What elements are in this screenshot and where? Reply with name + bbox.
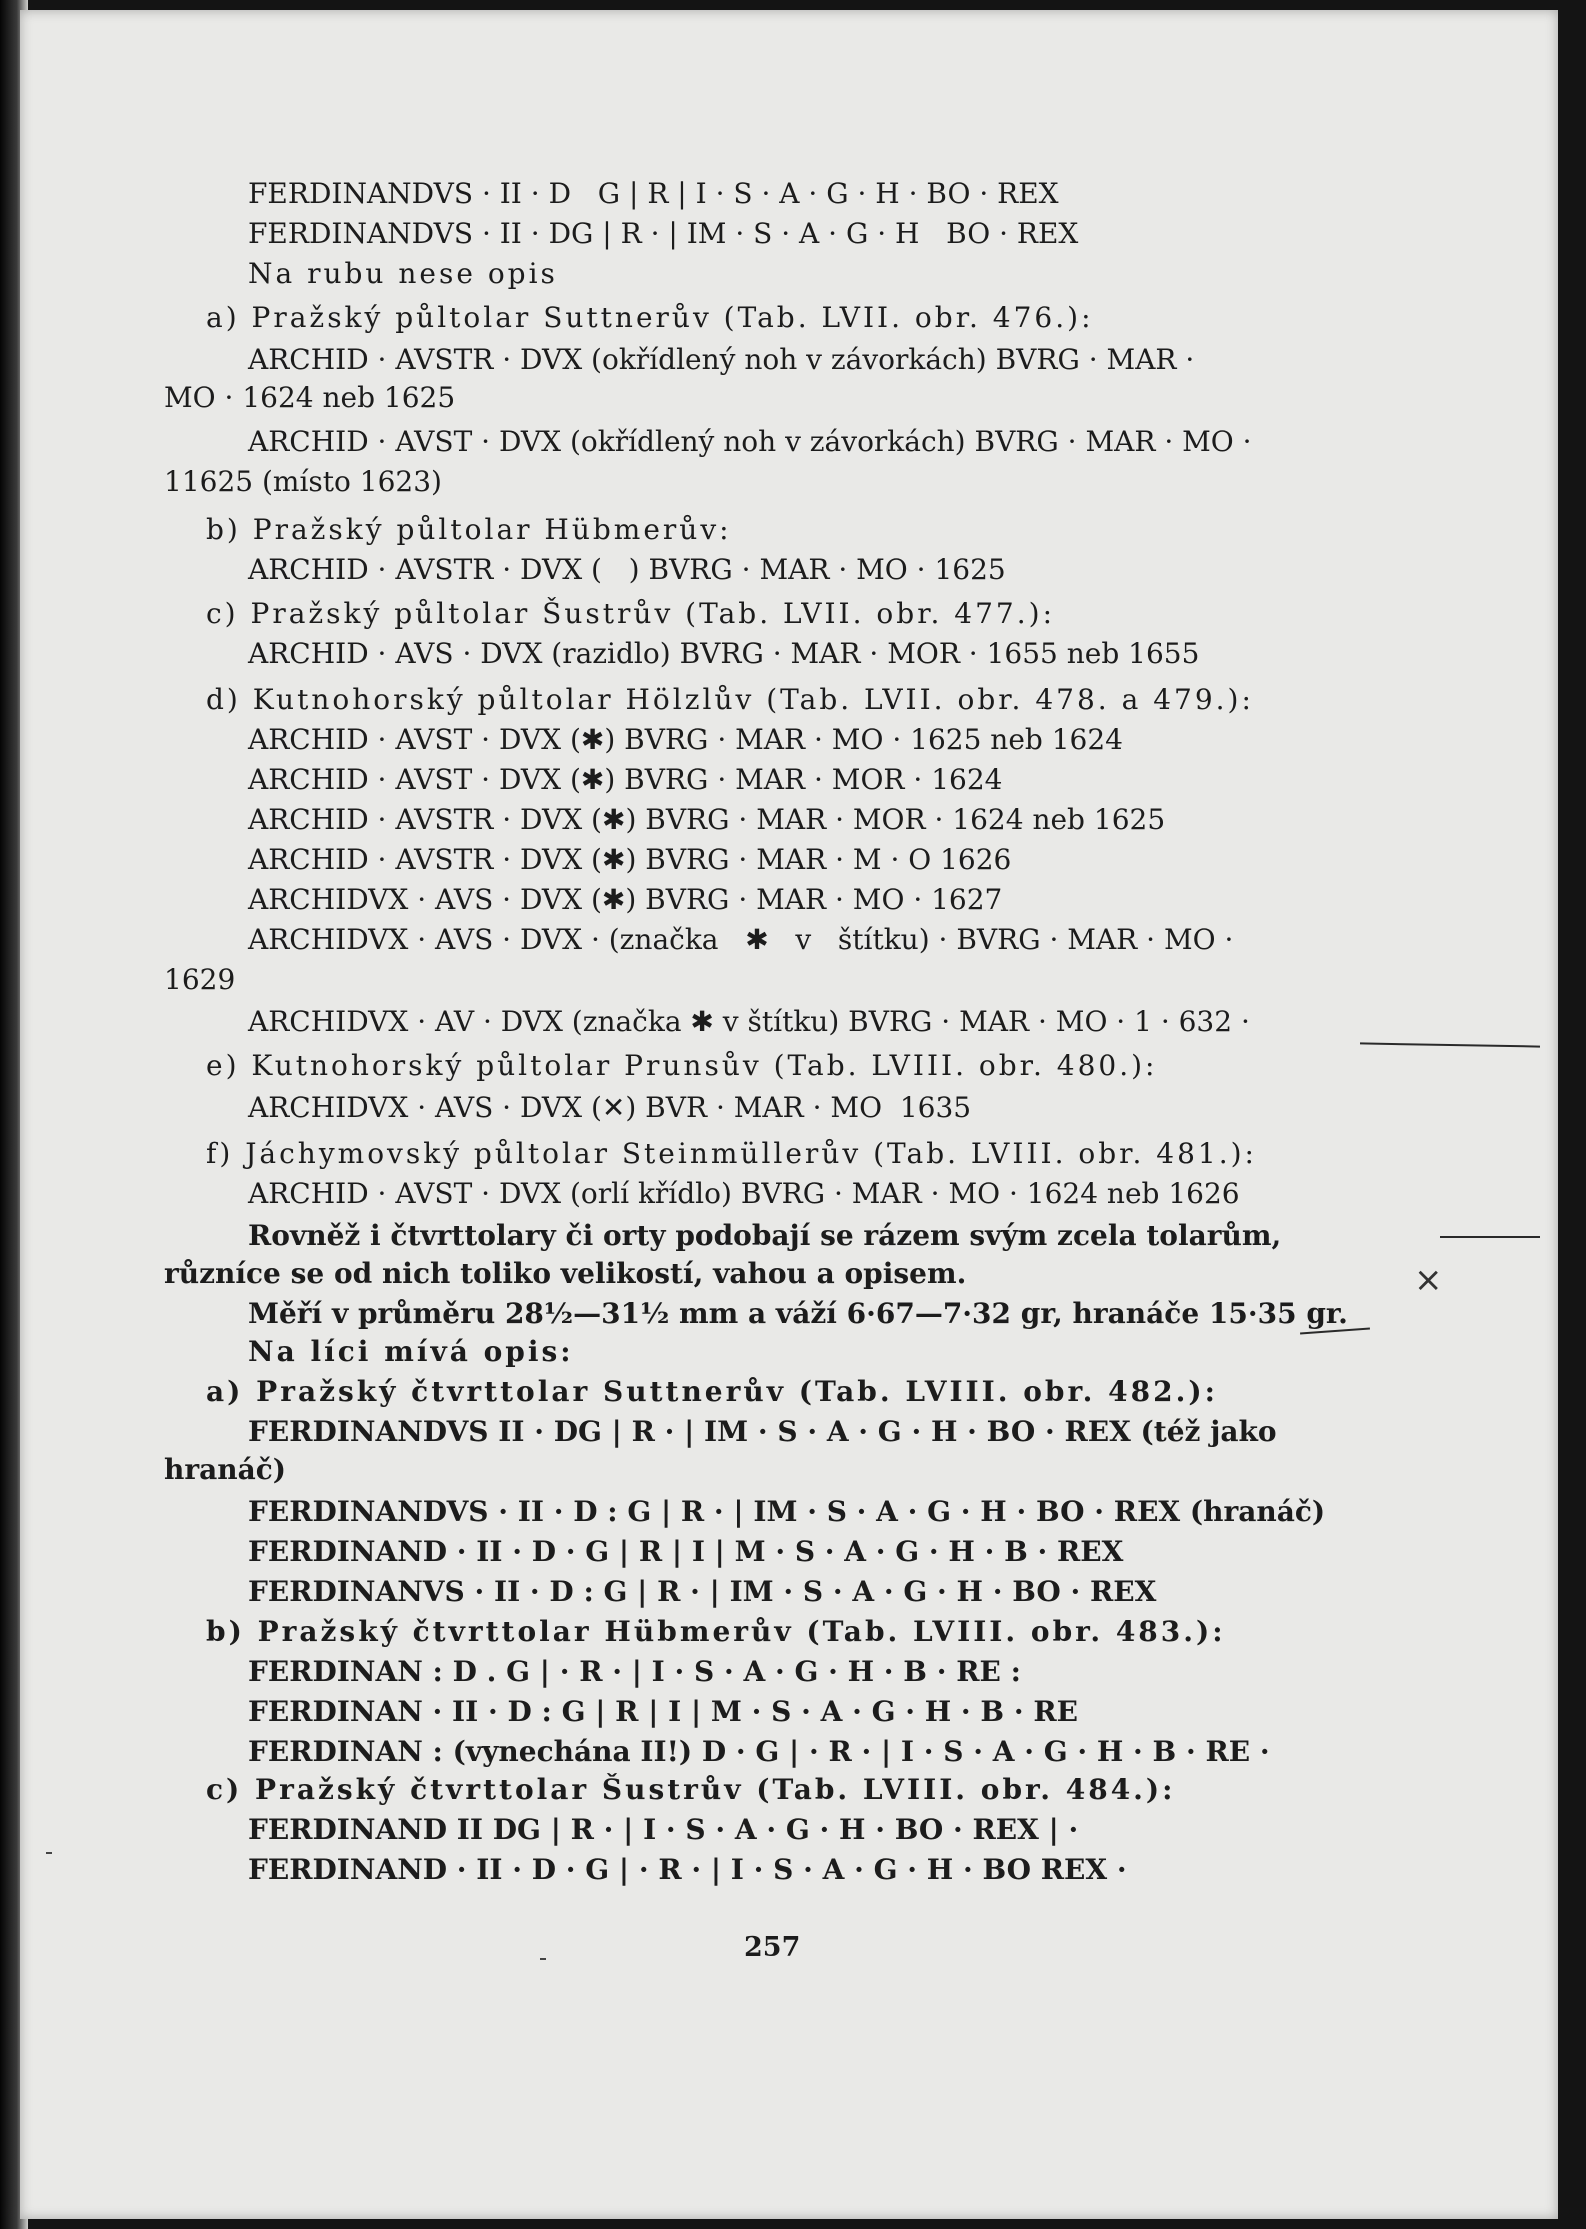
line-28: Měří v průměru 28½—31½ mm a váží 6·67—7·32 gr, hranáče 15·35 gr. [248,1297,1348,1330]
line-4: a) Pražský půltolar Suttnerův (Tab. LVII. obr. 476.): [206,301,1094,334]
line-13: d) Kutnohorský půltolar Hölzlův (Tab. LVII. obr. 478. a 479.): [206,683,1254,716]
line-37: FERDINAN : D . G | · R · | I · S · A · G · H · B · RE : [248,1655,1021,1688]
line-8: 11625 (místo 1623) [164,465,442,498]
line-32: hranáč) [164,1453,287,1486]
line-7: ARCHID · AVST · DVX (okřídlený noh v závorkách) BVRG · MAR · MO · [248,425,1252,458]
line-39: FERDINAN : (vynechána II!) D · G | · R · | I · S · A · G · H · B · RE · [248,1735,1270,1768]
line-27: různíce se od nich toliko velikostí, vahou a opisem. [164,1257,967,1290]
line-34: FERDINAND · II · D · G | R | I | M · S · A · G · H · B · REX [248,1535,1124,1568]
line-10: ARCHID · AVSTR · DVX ( ) BVRG · MAR · MO · 1625 [248,553,1006,586]
line-2: FERDINANDVS · II · DG | R · | IM · S · A · G · H BO · REX [248,217,1079,250]
line-6: MO · 1624 neb 1625 [164,381,456,414]
line-12: ARCHID · AVS · DVX (razidlo) BVRG · MAR · MOR · 1655 neb 1655 [248,637,1200,670]
margin-tick-2 [540,1958,546,1960]
margin-tick-1 [46,1852,52,1854]
line-25: ARCHID · AVST · DVX (orlí křídlo) BVRG · MAR · MO · 1624 neb 1626 [248,1177,1240,1210]
line-3: Na rubu nese opis [248,257,558,290]
line-40: c) Pražský čtvrttolar Šustrův (Tab. LVIII. obr. 484.): [206,1773,1176,1806]
line-9: b) Pražský půltolar Hübmerův: [206,513,732,546]
margin-cross-mark: × [1414,1260,1443,1300]
line-36: b) Pražský čtvrttolar Hübmerův (Tab. LVIII. obr. 483.): [206,1615,1226,1648]
line-35: FERDINANVS · II · D : G | R · | IM · S · A · G · H · BO · REX [248,1575,1157,1608]
line-21: ARCHIDVX · AV · DVX (značka ✱ v štítku) BVRG · MAR · MO · 1 · 632 · [248,1005,1250,1038]
line-24: f) Jáchymovský půltolar Steinmüllerův (Tab. LVIII. obr. 481.): [206,1137,1257,1170]
line-11: c) Pražský půltolar Šustrův (Tab. LVII. obr. 477.): [206,597,1056,630]
line-15: ARCHID · AVST · DVX (✱) BVRG · MAR · MOR · 1624 [248,763,1003,796]
line-41: FERDINAND II DG | R · | I · S · A · G · H · BO · REX | · [248,1813,1079,1846]
line-33: FERDINANDVS · II · D : G | R · | IM · S · A · G · H · BO · REX (hranáč) [248,1495,1326,1528]
line-30: a) Pražský čtvrttolar Suttnerův (Tab. LVIII. obr. 482.): [206,1375,1218,1408]
line-38: FERDINAN · II · D : G | R | I | M · S · A · G · H · B · RE [248,1695,1078,1728]
line-22: e) Kutnohorský půltolar Prunsův (Tab. LVIII. obr. 480.): [206,1049,1158,1082]
line-42: FERDINAND · II · D · G | · R · | I · S · A · G · H · BO REX · [248,1853,1127,1886]
line-19: ARCHIDVX · AVS · DVX · (značka ✱ v štítku) · BVRG · MAR · MO · [248,923,1234,956]
line-1: FERDINANDVS · II · D G | R | I · S · A · G · H · BO · REX [248,177,1059,210]
line-26: Rovněž i čtvrttolary či orty podobají se rázem svým zcela tolarům, [248,1219,1282,1252]
page-number: 257 [744,1932,801,1963]
line-23: ARCHIDVX · AVS · DVX (✕) BVR · MAR · MO 1635 [248,1091,972,1124]
line-18: ARCHIDVX · AVS · DVX (✱) BVRG · MAR · MO · 1627 [248,883,1003,916]
line-5: ARCHID · AVSTR · DVX (okřídlený noh v závorkách) BVRG · MAR · [248,343,1195,376]
line-14: ARCHID · AVST · DVX (✱) BVRG · MAR · MO · 1625 neb 1624 [248,723,1123,756]
line-31: FERDINANDVS II · DG | R · | IM · S · A · G · H · BO · REX (též jako [248,1415,1277,1448]
line-29: Na líci mívá opis: [248,1335,574,1368]
line-16: ARCHID · AVSTR · DVX (✱) BVRG · MAR · MOR · 1624 neb 1625 [248,803,1166,836]
margin-pencil-line-2 [1440,1236,1540,1238]
line-17: ARCHID · AVSTR · DVX (✱) BVRG · MAR · M · O 1626 [248,843,1012,876]
line-20: 1629 [164,963,236,996]
